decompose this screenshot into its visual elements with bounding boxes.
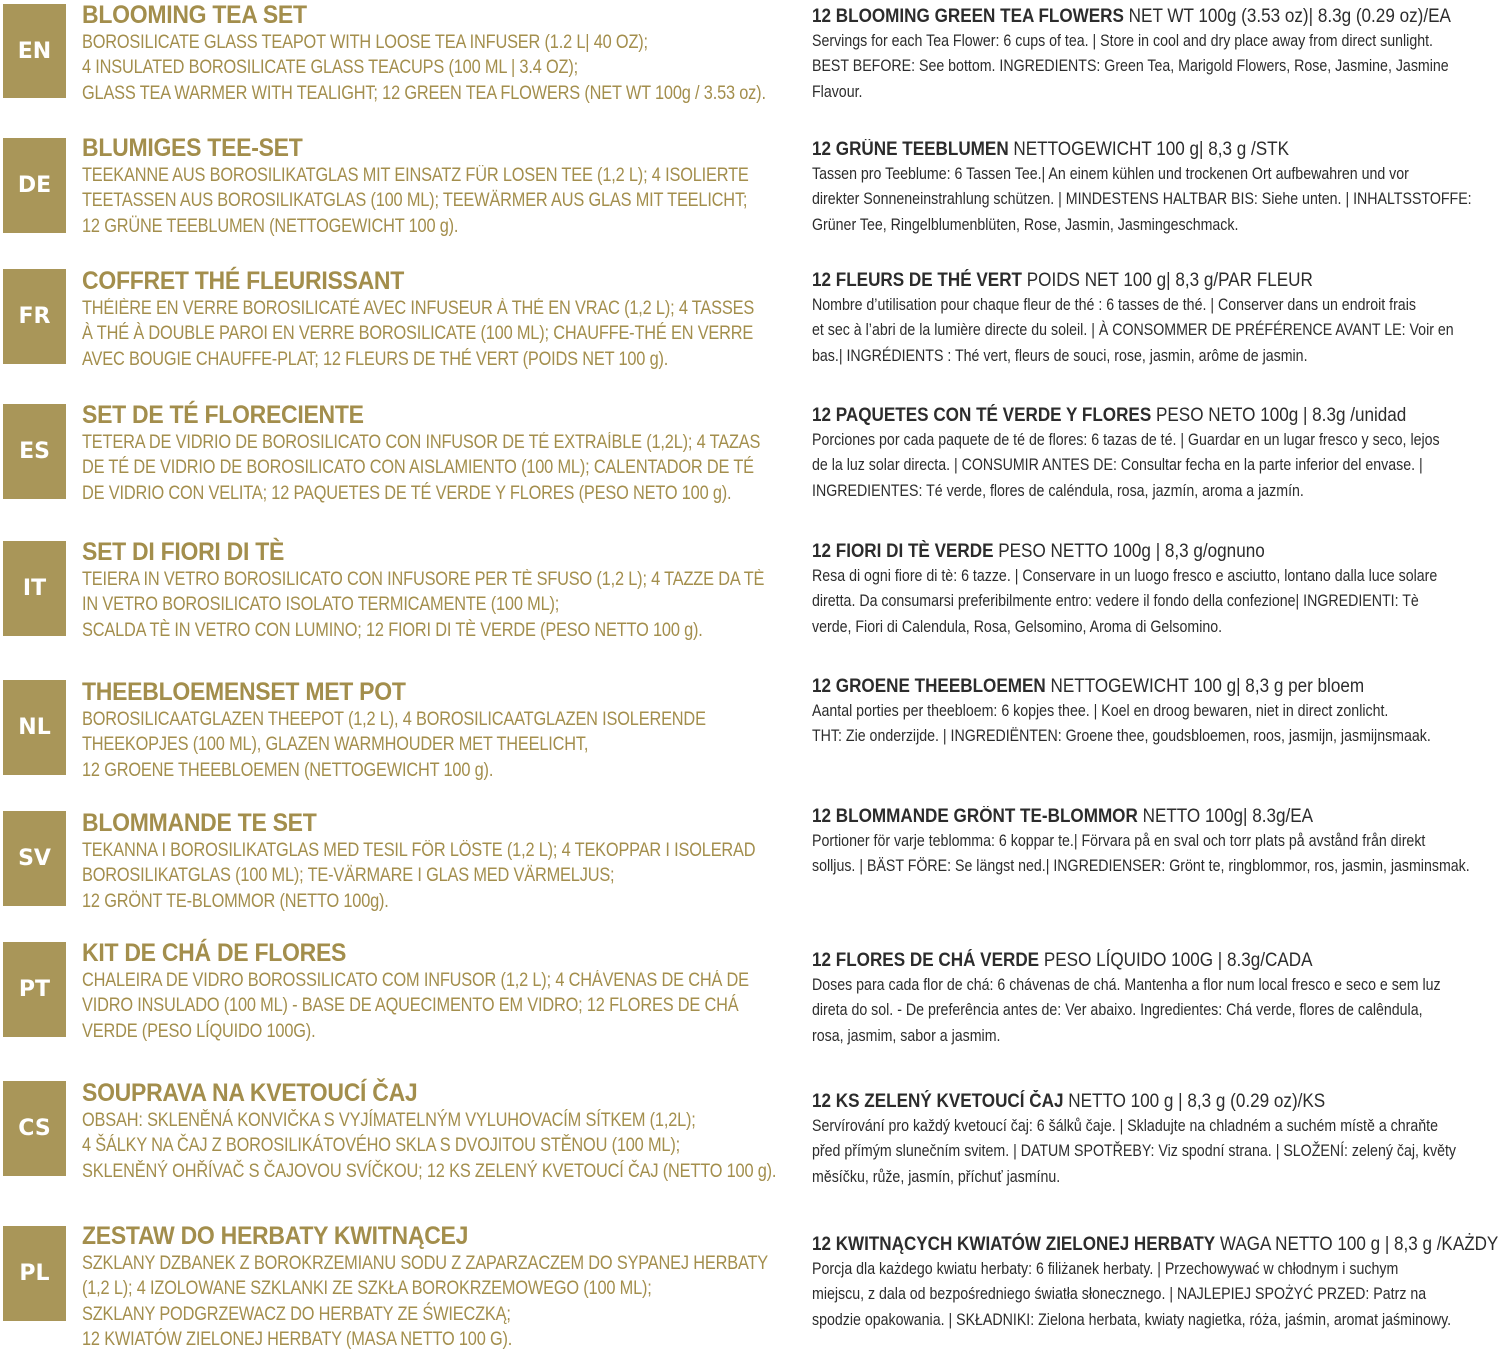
- set-contents: [82, 1108, 777, 1184]
- set-contents-line: 12 GROENE THEEBLOEMEN (NETTOGEWICHT 100 g).: [82, 759, 494, 781]
- tea-info-block: [812, 539, 1498, 640]
- set-contents: [82, 30, 766, 106]
- product-info: [812, 1114, 1457, 1190]
- set-contents: [82, 163, 749, 239]
- set-contents-line: TEKANNA I BOROSILIKATGLAS MED TESIL FÖR LÖSTE (1,2 L); 4 TEKOPPAR I ISOLERAD: [82, 840, 756, 861]
- set-contents-line: CHALEIRA DE VIDRO BOROSSILICATO COM INFUSOR (1,2 L); 4 CHÁVENAS DE CHÁ DE: [82, 970, 749, 991]
- product-info: [812, 829, 1470, 880]
- product-info: [812, 973, 1441, 1049]
- set-description-block: [82, 133, 797, 239]
- product-name: 12 FLEURS DE THÉ VERT: [812, 270, 1022, 291]
- set-contents-line: SZKLANY DZBANEK Z BOROKRZEMIANU SODU Z ZAPARZACZEM DO SYPANEJ HERBATY: [82, 1253, 769, 1274]
- set-contents: [82, 430, 761, 506]
- set-title: BLOOMING TEA SET: [82, 1, 307, 29]
- set-contents-line: 12 KWIATÓW ZIELONEJ HERBATY (MASA NETTO 100 G).: [82, 1329, 513, 1351]
- set-contents-line: SZKLANY PODGRZEWACZ DO HERBATY ZE ŚWIECZKĄ;: [82, 1303, 511, 1325]
- set-title: THEEBLOEMENSET MET POT: [82, 678, 406, 706]
- product-info: [812, 293, 1454, 369]
- language-badge: PT: [3, 942, 66, 1037]
- product-info-line: solljus. | BÄST FÖRE: Se längst ned.| INGREDIENSER: Grönt te, ringblommor, ros, jasmin, jasminsmak.: [812, 857, 1470, 876]
- product-heading: [812, 403, 1429, 428]
- product-info: [812, 564, 1438, 640]
- product-name: 12 GROENE THEEBLOEMEN: [812, 676, 1046, 697]
- product-info-line: Resa di ogni fiore di tè: 6 tazze. | Conservare in un luogo fresco e asciutto, lontano dalla luce solare: [812, 567, 1438, 585]
- product-info-line: bas.| INGRÉDIENTS : Thé vert, fleurs de souci, rose, jasmin, arôme de jasmin.: [812, 346, 1308, 365]
- set-title: BLUMIGES TEE-SET: [82, 134, 303, 162]
- tea-info-block: [812, 948, 1498, 1049]
- set-title: SET DI FIORI DI TÈ: [82, 538, 285, 566]
- product-info-line: měsíčku, růže, jasmín, příchuť jasmínu.: [812, 1167, 1061, 1186]
- product-info: [812, 1257, 1452, 1333]
- set-contents-line: TEETASSEN AUS BOROSILIKATGLAS (100 ML); TEEWÄRMER AUS GLAS MIT TEELICHT;: [82, 190, 748, 212]
- product-info-line: Grüner Tee, Ringelblumenblüten, Rose, Jasmin, Jasmingeschmack.: [812, 215, 1239, 234]
- product-info-line: Aantal porties per theebloem: 6 kopjes thee. | Koel en droog bewaren, niet in direct zonlicht.: [812, 702, 1389, 720]
- set-description-block: [82, 0, 797, 106]
- product-info-line: rosa, jasmim, sabor a jasmim.: [812, 1026, 1001, 1045]
- product-info-line: direta do sol. - De preferência antes de: Ver abaixo. Ingredientes: Chá verde, flores de calêndula,: [812, 1001, 1423, 1020]
- language-badge: CS: [3, 1081, 66, 1176]
- set-contents-line: DE VIDRIO CON VELITA; 12 PAQUETES DE TÉ VERDE Y FLORES (PESO NETO 100 g).: [82, 482, 732, 504]
- language-badge: NL: [3, 680, 66, 775]
- product-name: 12 FIORI DI TÈ VERDE: [812, 541, 994, 562]
- product-weight: NETTOGEWICHT 100 g| 8,3 g per bloem: [1045, 676, 1365, 697]
- set-contents: [82, 296, 755, 372]
- product-info-line: Flavour.: [812, 82, 863, 101]
- set-contents-line: 12 GRÖNT TE-BLOMMOR (NETTO 100g).: [82, 890, 389, 912]
- product-info-line: Servings for each Tea Flower: 6 cups of tea. | Store in cool and dry place away from direct sunlight.: [812, 32, 1434, 50]
- product-weight: PESO LÍQUIDO 100G | 8.3g/CADA: [1039, 950, 1313, 971]
- tea-info-block: [812, 674, 1498, 750]
- product-heading: [812, 1089, 1429, 1114]
- set-contents-line: À THÉ À DOUBLE PAROI EN VERRE BOROSILICATE (100 ML); CHAUFFE-THÉ EN VERRE: [82, 323, 754, 345]
- set-description-block: [82, 1078, 797, 1184]
- product-info-line: BEST BEFORE: See bottom. INGREDIENTS: Green Tea, Marigold Flowers, Rose, Jasmine, Jasmine: [812, 57, 1449, 76]
- set-contents-line: IN VETRO BOROSILICATO ISOLATO TERMICAMENTE (100 ML);: [82, 594, 560, 616]
- product-name: 12 KWITNĄCYCH KWIATÓW ZIELONEJ HERBATY: [812, 1234, 1216, 1255]
- set-description-block: [82, 1221, 797, 1353]
- product-name: 12 FLORES DE CHÁ VERDE: [812, 950, 1040, 971]
- set-contents-line: AVEC BOUGIE CHAUFFE-PLAT; 12 FLEURS DE THÉ VERT (POIDS NET 100 g).: [82, 348, 669, 370]
- set-contents-line: BOROSILICATE GLASS TEAPOT WITH LOOSE TEA INFUSER (1.2 L| 40 OZ);: [82, 32, 648, 53]
- product-info-line: THT: Zie onderzijde. | INGREDIËNTEN: Groene thee, goudsbloemen, roos, jasmijn, jasmijnsmaak.: [812, 727, 1431, 746]
- set-contents-line: SCALDA TÈ IN VETRO CON LUMINO; 12 FIORI DI TÈ VERDE (PESO NETTO 100 g).: [82, 619, 703, 641]
- set-contents: [82, 567, 765, 643]
- set-contents-line: (1,2 L); 4 IZOLOWANE SZKLANKI ZE SZKŁA BOROKRZEMOWEGO (100 ML);: [82, 1278, 652, 1300]
- product-weight: PESO NETTO 100g | 8,3 g/ognuno: [993, 541, 1265, 562]
- product-info: [812, 428, 1440, 504]
- set-title: SET DE TÉ FLORECIENTE: [82, 401, 364, 429]
- product-info-line: de la luz solar directa. | CONSUMIR ANTES DE: Consultar fecha en la parte inferior del envase. |: [812, 456, 1423, 475]
- product-info-line: INGREDIENTES: Té verde, flores de caléndula, rosa, jazmín, aroma a jazmín.: [812, 481, 1304, 500]
- product-info-line: direkter Sonneneinstrahlung schützen. | MINDESTENS HALTBAR BIS: Siehe unten. | INHALTSSTOFFE:: [812, 190, 1472, 209]
- product-info-line: Portioner för varje teblomma: 6 koppar te.| Förvara på en sval och torr plats på avstånd från direkt: [812, 832, 1426, 850]
- set-contents-line: BOROSILIKATGLAS (100 ML); TE-VÄRMARE I GLAS MED VÄRMELJUS;: [82, 865, 615, 887]
- set-contents-line: 12 GRÜNE TEEBLUMEN (NETTOGEWICHT 100 g).: [82, 215, 459, 237]
- set-contents: [82, 1251, 769, 1353]
- set-contents-line: VIDRO INSULADO (100 ML) - BASE DE AQUECIMENTO EM VIDRO; 12 FLORES DE CHÁ: [82, 995, 739, 1017]
- product-info-line: spodzie opakowania. | SKŁADNIKI: Zielona herbata, kwiaty nagietka, róża, jaśmin, aromat jaśminowy.: [812, 1310, 1452, 1329]
- set-title: KIT DE CHÁ DE FLORES: [82, 939, 347, 967]
- language-badge: DE: [3, 138, 66, 233]
- product-info-line: verde, Fiori di Calendula, Rosa, Gelsomino, Aroma di Gelsomino.: [812, 617, 1223, 636]
- tea-info-block: [812, 1232, 1498, 1333]
- product-info: [812, 29, 1449, 105]
- product-weight: NETTO 100g| 8.3g/EA: [1137, 806, 1314, 827]
- set-contents-line: SKLENĚNÝ OHŘÍVAČ S ČAJOVOU SVÍČKOU; 12 KS ZELENÝ KVETOUCÍ ČAJ (NETTO 100 g).: [82, 1160, 777, 1182]
- set-contents-line: THÉIÈRE EN VERRE BOROSILICATÉ AVEC INFUSEUR À THÉ EN VRAC (1,2 L); 4 TASSES: [82, 298, 755, 319]
- product-info-line: před přímým slunečním svitem. | DATUM SPOTŘEBY: Viz spodní strana. | SLOŽENÍ: zelený čaj, květy: [812, 1142, 1457, 1161]
- tea-info-block: [812, 4, 1498, 105]
- product-info-line: Tassen pro Teeblume: 6 Tassen Tee.| An einem kühlen und trockenen Ort aufbewahren und vor: [812, 165, 1409, 183]
- product-weight: PESO NETO 100g | 8.3g /unidad: [1151, 405, 1407, 426]
- product-weight: WAGA NETTO 100 g | 8,3 g /KAŻDY: [1215, 1234, 1499, 1255]
- set-contents-line: TETERA DE VIDRIO DE BOROSILICATO CON INFUSOR DE TÉ EXTRAÍBLE (1,2L); 4 TAZAS: [82, 432, 761, 453]
- product-info: [812, 162, 1472, 238]
- tea-info-block: [812, 403, 1498, 504]
- language-badge: EN: [3, 4, 66, 98]
- language-badge: PL: [3, 1226, 66, 1321]
- product-name: 12 KS ZELENÝ KVETOUCÍ ČAJ: [812, 1091, 1064, 1112]
- product-weight: NETTOGEWICHT 100 g| 8,3 g /STK: [1008, 139, 1290, 160]
- product-heading: [812, 804, 1429, 829]
- set-contents-line: DE TÉ DE VIDRIO DE BOROSILICATO CON AISLAMIENTO (100 ML); CALENTADOR DE TÉ: [82, 457, 754, 479]
- product-heading: [812, 268, 1429, 293]
- product-name: 12 BLOOMING GREEN TEA FLOWERS: [812, 6, 1124, 27]
- set-contents-line: GLASS TEA WARMER WITH TEALIGHT; 12 GREEN TEA FLOWERS (NET WT 100g / 3.53 oz).: [82, 82, 766, 104]
- product-name: 12 PAQUETES CON TÉ VERDE Y FLORES: [812, 405, 1152, 426]
- product-weight: POIDS NET 100 g| 8,3 g/PAR FLEUR: [1021, 270, 1313, 291]
- product-info-line: diretta. Da consumarsi preferibilmente entro: vedere il fondo della confezione| INGREDIENTI: Tè: [812, 592, 1419, 611]
- language-badge: FR: [3, 269, 66, 364]
- product-info-line: Servírování pro každý kvetoucí čaj: 6 šálků čaje. | Skladujte na chladném a suchém místě a chraňte: [812, 1117, 1438, 1135]
- product-heading: [812, 539, 1429, 564]
- set-title: ZESTAW DO HERBATY KWITNĄCEJ: [82, 1222, 469, 1250]
- language-badge: IT: [3, 541, 66, 636]
- product-heading: [812, 137, 1429, 162]
- set-contents-line: 4 INSULATED BOROSILICATE GLASS TEACUPS (100 ML | 3.4 OZ);: [82, 57, 578, 79]
- tea-info-block: [812, 804, 1498, 880]
- set-description-block: [82, 266, 797, 372]
- product-info: [812, 699, 1431, 750]
- product-heading: [812, 1232, 1499, 1257]
- set-description-block: [82, 537, 797, 643]
- product-info-line: et sec à l’abri de la lumière directe du soleil. | À CONSOMMER DE PRÉFÉRENCE AVANT LE: Voir en: [812, 321, 1454, 340]
- set-description-block: [82, 400, 797, 506]
- set-description-block: [82, 677, 797, 783]
- product-name: 12 GRÜNE TEEBLUMEN: [812, 139, 1009, 160]
- product-info-line: Porcja dla każdego kwiatu herbaty: 6 filiżanek herbaty. | Przechowywać w chłodnym i suchym: [812, 1260, 1399, 1278]
- product-heading: [812, 674, 1429, 699]
- set-title: BLOMMANDE TE SET: [82, 809, 317, 837]
- set-description-block: [82, 808, 797, 914]
- set-contents-line: 4 ŠÁLKY NA ČAJ Z BOROSILIKÁTOVÉHO SKLA S DVOJITOU STĚNOU (100 ML);: [82, 1135, 680, 1157]
- product-heading: [812, 948, 1429, 973]
- set-contents-line: TEEKANNE AUS BOROSILIKATGLAS MIT EINSATZ FÜR LOSEN TEE (1,2 L); 4 ISOLIERTE: [82, 165, 749, 186]
- product-name: 12 BLOMMANDE GRÖNT TE-BLOMMOR: [812, 806, 1138, 827]
- product-info-line: Porciones por cada paquete de té de flores: 6 tazas de té. | Guardar en un lugar fresco y seco, lejos: [812, 431, 1440, 449]
- product-heading: [812, 4, 1451, 29]
- set-contents-line: THEEKOPJES (100 ML), GLAZEN WARMHOUDER MET THEELICHT,: [82, 734, 589, 756]
- set-contents: [82, 707, 706, 783]
- set-description-block: [82, 938, 797, 1044]
- product-weight: NET WT 100g (3.53 oz)| 8.3g (0.29 oz)/EA: [1123, 6, 1451, 27]
- product-info-line: Nombre d’utilisation pour chaque fleur de thé : 6 tasses de thé. | Conserver dans un endroit frais: [812, 296, 1416, 314]
- set-title: SOUPRAVA NA KVETOUCÍ ČAJ: [82, 1079, 418, 1107]
- set-title: COFFRET THÉ FLEURISSANT: [82, 267, 405, 295]
- set-contents: [82, 968, 749, 1044]
- set-contents-line: OBSAH: SKLENĚNÁ KONVIČKA S VYJÍMATELNÝM VYLUHOVACÍM SÍTKEM (1,2L);: [82, 1110, 696, 1131]
- product-info-line: miejscu, z dala od bezpośredniego światła słonecznego. | NAJLEPIEJ SPOŻYĆ PRZED: Patrz na: [812, 1285, 1427, 1304]
- tea-info-block: [812, 1089, 1498, 1190]
- set-contents-line: TEIERA IN VETRO BOROSILICATO CON INFUSORE PER TÈ SFUSO (1,2 L); 4 TAZZE DA TÈ: [82, 569, 765, 590]
- product-weight: NETTO 100 g | 8,3 g (0.29 oz)/KS: [1063, 1091, 1326, 1112]
- tea-info-block: [812, 137, 1498, 238]
- language-badge: ES: [3, 404, 66, 499]
- set-contents: [82, 838, 756, 914]
- tea-info-block: [812, 268, 1498, 369]
- language-badge: SV: [3, 811, 66, 906]
- set-contents-line: VERDE (PESO LÍQUIDO 100G).: [82, 1020, 316, 1042]
- product-info-line: Doses para cada flor de chá: 6 chávenas de chá. Mantenha a flor num local fresco e seco e sem luz: [812, 976, 1441, 994]
- set-contents-line: BOROSILICAATGLAZEN THEEPOT (1,2 L), 4 BOROSILICAATGLAZEN ISOLERENDE: [82, 709, 706, 730]
